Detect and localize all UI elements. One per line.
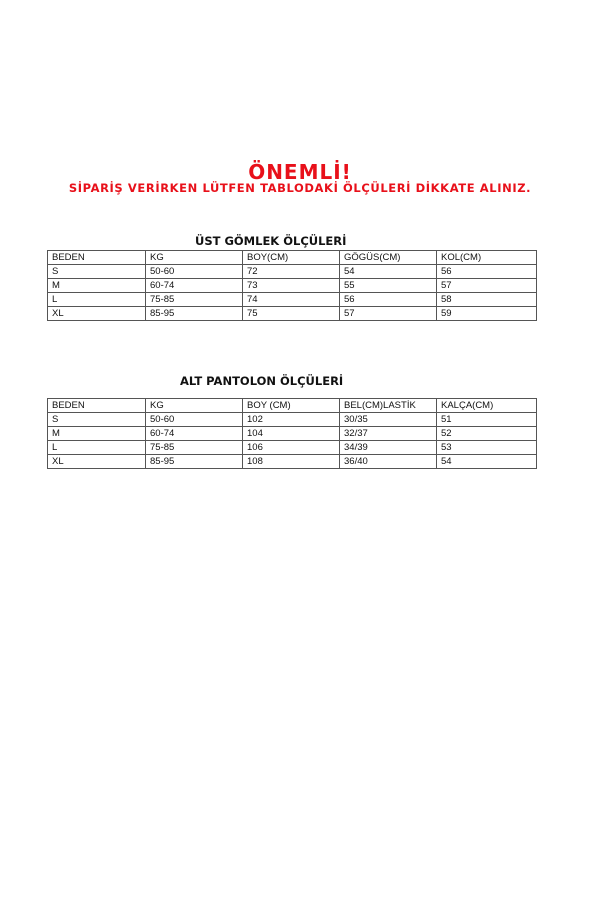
- header-cell-kol: KOL(CM): [437, 251, 537, 265]
- header-cell-gogus: GÖGÜS(CM): [340, 251, 437, 265]
- table-cell: 51: [437, 413, 537, 427]
- shirt-size-table: [47, 250, 537, 321]
- table-cell: 56: [437, 265, 537, 279]
- table-cell: 56: [340, 293, 437, 307]
- table-cell: S: [48, 413, 146, 427]
- table-cell: 102: [243, 413, 340, 427]
- table-cell: 32/37: [340, 427, 437, 441]
- table-row: [48, 265, 537, 279]
- header-cell-bel: BEL(CM)LASTİK: [340, 399, 437, 413]
- table-cell: 57: [437, 279, 537, 293]
- shirt-size-title: ÜST GÖMLEK ÖLÇÜLERİ: [195, 234, 347, 248]
- table-cell: 85-95: [146, 307, 243, 321]
- table-cell: 54: [437, 455, 537, 469]
- pants-size-table: [47, 398, 537, 469]
- table-cell: 55: [340, 279, 437, 293]
- table-row: [48, 455, 537, 469]
- header-cell-kg: KG: [146, 399, 243, 413]
- table-cell: 50-60: [146, 413, 243, 427]
- table-cell: 58: [437, 293, 537, 307]
- table-cell: 60-74: [146, 427, 243, 441]
- table-cell: XL: [48, 455, 146, 469]
- table-cell: 53: [437, 441, 537, 455]
- header-cell-boy: BOY(CM): [243, 251, 340, 265]
- table-cell: XL: [48, 307, 146, 321]
- header-cell-kg: KG: [146, 251, 243, 265]
- table-row: [48, 293, 537, 307]
- table-row: [48, 279, 537, 293]
- table-cell: 104: [243, 427, 340, 441]
- table-cell: L: [48, 293, 146, 307]
- table-cell: 36/40: [340, 455, 437, 469]
- table-cell: 57: [340, 307, 437, 321]
- table-cell: M: [48, 279, 146, 293]
- table-cell: 30/35: [340, 413, 437, 427]
- table-cell: 106: [243, 441, 340, 455]
- header-cell-boy: BOY (CM): [243, 399, 340, 413]
- notice-title: ÖNEMLİ!: [248, 160, 352, 184]
- table-cell: 73: [243, 279, 340, 293]
- table-cell: 60-74: [146, 279, 243, 293]
- header-cell-beden: BEDEN: [48, 251, 146, 265]
- table-cell: 74: [243, 293, 340, 307]
- table-cell: 75-85: [146, 441, 243, 455]
- header-cell-kalca: KALÇA(CM): [437, 399, 537, 413]
- table-row: [48, 427, 537, 441]
- table-cell: 72: [243, 265, 340, 279]
- pants-size-title: ALT PANTOLON ÖLÇÜLERİ: [180, 374, 344, 388]
- notice-text: SİPARİŞ VERİRKEN LÜTFEN TABLODAKİ ÖLÇÜLERİ DİKKATE ALINIZ.: [68, 181, 532, 195]
- table-header-row: [48, 399, 537, 413]
- table-header-row: [48, 251, 537, 265]
- table-cell: 108: [243, 455, 340, 469]
- table-cell: 54: [340, 265, 437, 279]
- table-cell: M: [48, 427, 146, 441]
- table-cell: 50-60: [146, 265, 243, 279]
- table-cell: 75-85: [146, 293, 243, 307]
- header-cell-beden: BEDEN: [48, 399, 146, 413]
- table-cell: L: [48, 441, 146, 455]
- table-cell: S: [48, 265, 146, 279]
- table-cell: 85-95: [146, 455, 243, 469]
- table-row: [48, 413, 537, 427]
- table-row: [48, 307, 537, 321]
- table-cell: 52: [437, 427, 537, 441]
- table-cell: 75: [243, 307, 340, 321]
- table-row: [48, 441, 537, 455]
- table-cell: 59: [437, 307, 537, 321]
- table-cell: 34/39: [340, 441, 437, 455]
